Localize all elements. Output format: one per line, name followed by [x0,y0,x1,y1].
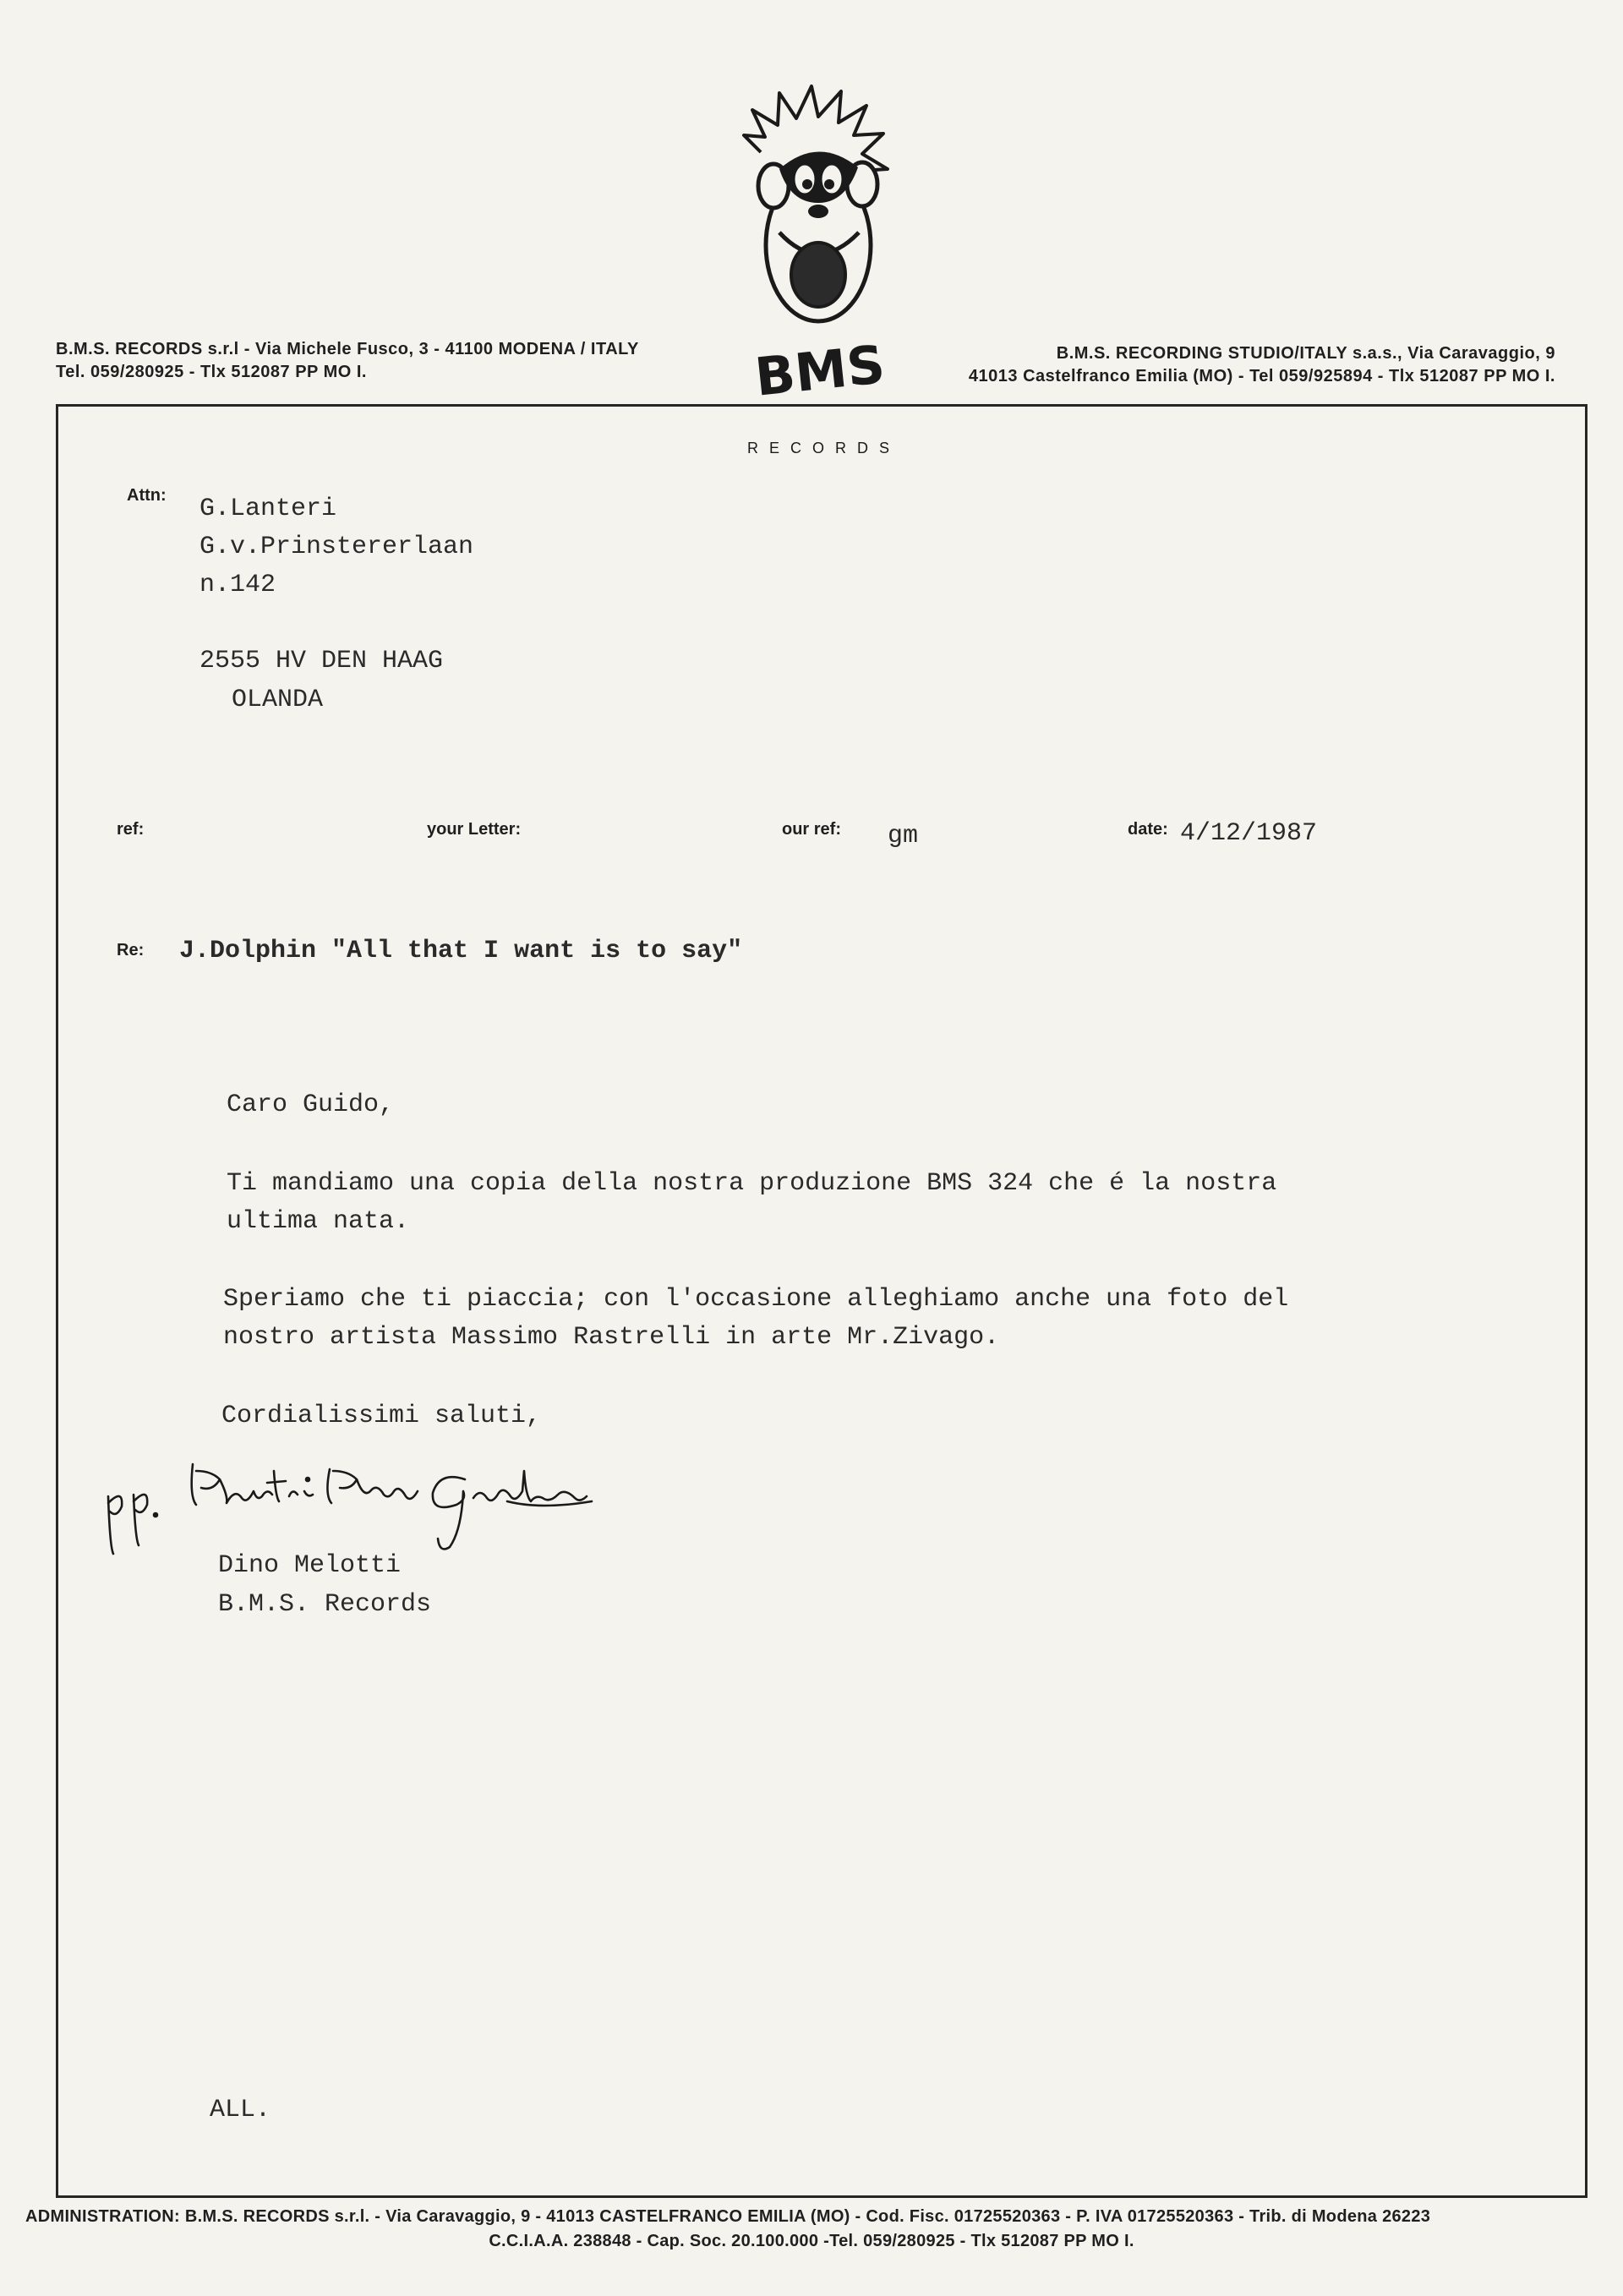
recipient-city: 2555 HV DEN HAAG [199,647,444,675]
subject-label: Re: [117,941,145,959]
handwritten-signature [101,1454,642,1564]
our-ref-value: gm [888,822,919,850]
enclosure-note: ALL. [210,2096,271,2124]
letterhead-right [969,342,1555,388]
footer-line-1: ADMINISTRATION: B.M.S. RECORDS s.r.l. - Via Caravaggio, 9 - 41013 CASTELFRANCO EMILIA (MO) - Cod. Fisc. 01725520363 - P. IVA 01725520363 - Trib. di Modena 26223 [25,2207,1431,2226]
recipient-number: n.142 [199,571,276,599]
greeting: Caro Guido, [227,1091,395,1119]
letterhead-right-line1: B.M.S. RECORDING STUDIO/ITALY s.a.s., Via Caravaggio, 9 [1056,344,1555,363]
our-ref-label: our ref: [782,820,841,839]
letterhead-left-line2: Tel. 059/280925 - Tlx 512087 PP MO I. [56,363,367,381]
body-paragraph-1-line-2: ultima nata. [227,1207,410,1236]
body-paragraph-2-line-2: nostro artista Massimo Rastrelli in arte Mr.Zivago. [223,1323,1000,1352]
footer-line-2: C.C.I.A.A. 238848 - Cap. Soc. 20.100.000 -Tel. 059/280925 - Tlx 512087 PP MO I. [489,2232,1134,2250]
subject-text: J.Dolphin "All that I want is to say" [179,937,743,965]
bms-mascot-icon [727,76,913,364]
letterhead-left-line1: B.M.S. RECORDS s.r.l - Via Michele Fusco, 3 - 41100 MODENA / ITALY [56,340,639,358]
attn-label: Attn: [127,486,167,505]
bms-logo [727,76,913,456]
body-paragraph-2-line-1: Speriamo che ti piaccia; con l'occasione alleghiamo anche una foto del [223,1285,1289,1314]
body-paragraph-1-line-1: Ti mandiamo una copia della nostra produzione BMS 324 che é la nostra [227,1169,1277,1198]
signature-icon [101,1454,642,1564]
recipient-name: G.Lanteri [199,495,337,523]
letterhead-left [56,338,639,384]
recipient-country: OLANDA [232,686,324,714]
closing: Cordialissimi saluti, [221,1402,542,1430]
recipient-street: G.v.Prinstererlaan [199,533,474,561]
your-letter-label: your Letter: [427,820,522,839]
signatory-name: Dino Melotti [218,1551,402,1580]
logo-subtitle: R E C O R D S [746,440,893,456]
letterhead-right-line2: 41013 Castelfranco Emilia (MO) - Tel 059/925894 - Tlx 512087 PP MO I. [968,367,1555,385]
signatory-company: B.M.S. Records [218,1590,432,1619]
ref-label: ref: [117,820,145,839]
date-value: 4/12/1987 [1180,819,1318,848]
logo-wordmark: BMS [751,333,888,408]
date-label: date: [1128,820,1168,839]
